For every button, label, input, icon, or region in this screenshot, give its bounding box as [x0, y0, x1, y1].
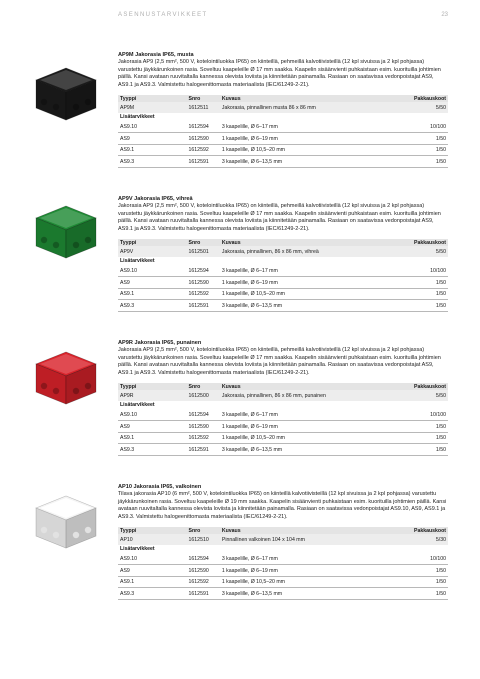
cell-desc: Pinnallinen valkoinen 104 x 104 mm	[220, 534, 382, 545]
cell-desc: Jakorasia, pinnallinen, 86 x 86 mm, punainen	[220, 390, 382, 401]
accessory-row	[118, 156, 448, 168]
column-header-type: Tyyppi	[118, 95, 187, 102]
cell-type: AS9.10	[118, 554, 187, 565]
column-header-desc: Kuvaus	[220, 239, 382, 246]
cell-pack: 1/50	[382, 421, 448, 433]
cell-pack: 1/50	[382, 565, 448, 577]
cell-type: AS9	[118, 277, 187, 289]
product-description: Jakorasia AP9 (2,5 mm², 500 V, kotelointiluokka IP65) on kiinteillä, pehmeillä kalvotiivisteillä (12 kpl sivuissa ja 2 kpl pohjassa) varustettu jäykkärunkoinen rasia. Soveltuu kaapeleille Ø 17 mm saakka. Kaapelin sisäänvienti puhkaistaan esim. kuorituilla johtimien päillä. Kansi avataan ruuvitaltalla kannessa olevista loviista ja kiinnitetään painamalla. Rasiaan on saatavissa vedonpoistajat AS9, AS9.1 ja AS9.3. Valmistettu halogeenittomasta materiaalista (IEC/61249-2-21).	[118, 203, 441, 232]
cell-desc: 1 kaapelille, Ø 10,5–20 mm	[220, 576, 382, 588]
accessories-section-row	[118, 401, 448, 410]
cell-sno: 1612591	[187, 156, 220, 168]
accessories-label: Lisätarvikkeet	[120, 546, 155, 553]
red-junction-box-image	[30, 342, 102, 414]
cell-sno: 1612592	[187, 576, 220, 588]
cell-type: AS9.3	[118, 156, 187, 168]
accessory-row	[118, 410, 448, 421]
accessories-label: Lisätarvikkeet	[120, 258, 155, 265]
cell-type: AP9M	[118, 102, 187, 113]
table-header-row	[118, 239, 448, 246]
cell-pack: 5/50	[382, 390, 448, 401]
spec-table	[118, 95, 448, 168]
cell-desc: 3 kaapelille, Ø 6–13,5 mm	[220, 444, 382, 456]
cell-sno: 1612510	[187, 534, 220, 545]
cell-type: AS9.10	[118, 266, 187, 277]
cell-sno: 1612591	[187, 444, 220, 456]
accessories-label: Lisätarvikkeet	[120, 402, 155, 409]
cell-pack: 1/50	[382, 588, 448, 600]
accessory-row	[118, 300, 448, 312]
cell-pack: 5/30	[382, 534, 448, 545]
product-title: AP10 Jakorasia IP65, valkoinen	[118, 484, 202, 490]
column-header-pack: Pakkauskoot	[382, 239, 448, 246]
product-description: Jakorasia AP9 (2,5 mm², 500 V, kotelointiluokka IP65) on kiinteillä, pehmeillä kalvotiivisteillä (12 kpl sivuissa ja 2 kpl pohjassa) varustettu jäykkärunkoinen rasia. Soveltuu kaapeleille Ø 17 mm saakka. Kaapelin sisäänvienti puhkaistaan esim. kuorituilla johtimien päillä. Kansi avataan ruuvitaltalla kannessa olevista loviista ja kiinnitetään painamalla. Rasiaan on saatavissa vedonpoistajat AS9, AS9.1 ja AS9.3. Valmistettu halogeenittomasta materiaalista (IEC/61249-2-21).	[118, 59, 441, 88]
accessory-row	[118, 288, 448, 300]
cell-type: AS9	[118, 565, 187, 577]
accessories-label: Lisätarvikkeet	[120, 114, 155, 121]
column-header-pack: Pakkauskoot	[382, 383, 448, 390]
cell-pack: 1/50	[382, 156, 448, 168]
product-body	[118, 484, 448, 600]
accessory-row	[118, 122, 448, 133]
cell-pack: 1/50	[382, 144, 448, 156]
cell-pack: 10/100	[382, 554, 448, 565]
cell-sno: 1612591	[187, 588, 220, 600]
cell-sno: 1612591	[187, 300, 220, 312]
cell-type: AS9.1	[118, 144, 187, 156]
spec-table	[118, 527, 448, 600]
column-header-sno: Snro	[187, 383, 220, 390]
accessory-row	[118, 277, 448, 289]
accessory-row	[118, 565, 448, 577]
accessory-row	[118, 421, 448, 433]
accessories-section-row	[118, 257, 448, 266]
cell-type: AS9.3	[118, 300, 187, 312]
product-body	[118, 340, 448, 456]
green-junction-box-image	[30, 196, 102, 268]
page-header	[118, 12, 448, 24]
column-header-desc: Kuvaus	[220, 383, 382, 390]
cell-desc: 3 kaapelille, Ø 6–17 mm	[220, 122, 382, 133]
main-product-row	[118, 246, 448, 257]
accessory-row	[118, 576, 448, 588]
cell-desc: 3 kaapelille, Ø 6–13,5 mm	[220, 300, 382, 312]
cell-type: AS9.1	[118, 288, 187, 300]
cell-pack: 1/50	[382, 300, 448, 312]
cell-desc: Jakorasia, pinnallinen musta 86 x 86 mm	[220, 102, 382, 113]
cell-type: AS9.3	[118, 588, 187, 600]
cell-desc: 3 kaapelille, Ø 6–17 mm	[220, 266, 382, 277]
cell-desc: 1 kaapelille, Ø 10,5–20 mm	[220, 144, 382, 156]
product-body	[118, 52, 448, 168]
cell-pack: 1/50	[382, 576, 448, 588]
accessories-section-row	[118, 113, 448, 122]
accessory-row	[118, 588, 448, 600]
table-header-row	[118, 527, 448, 534]
accessory-row	[118, 554, 448, 565]
cell-desc: 1 kaapelille, Ø 6–19 mm	[220, 277, 382, 289]
page-number: 23	[441, 12, 448, 18]
page-header-title: ASENNUSTARVIKKEET	[118, 12, 208, 18]
cell-pack: 1/50	[382, 444, 448, 456]
cell-sno: 1612511	[187, 102, 220, 113]
cell-type: AP9V	[118, 246, 187, 257]
column-header-type: Tyyppi	[118, 383, 187, 390]
accessories-section-row	[118, 545, 448, 554]
cell-type: AS9.3	[118, 444, 187, 456]
cell-type: AS9.10	[118, 122, 187, 133]
cell-sno: 1612590	[187, 133, 220, 145]
cell-pack: 10/100	[382, 266, 448, 277]
cell-desc: 3 kaapelille, Ø 6–13,5 mm	[220, 156, 382, 168]
cell-sno: 1612592	[187, 432, 220, 444]
product-description: Tilava jakorasia AP10 (6 mm², 500 V, kotelointiluokka IP65) on kiinteillä kalvotiivisteillä (12 kpl sivuissa ja 2 kpl pohjassa) varustettu jäykkärunkoinen rasia. Soveltuu kaapeleille Ø 19 mm saakka. Kaapelin sisäänvienti puhkaistaan esim. kuorituilla johtimien päillä. Kansi avataan ruuvitaltalla kannessa olevista loviista ja kiinnitetään painamalla. Rasiaan on saatavissa vedonpoistajat AS9.10, AS9, AS9.1 ja AS9.3. Valmistettu halogeenittomasta materiaalista (IEC/61249-2-21).	[118, 491, 447, 520]
black-junction-box-image	[30, 58, 102, 130]
cell-desc: Jakorasia, pinnallinen, 86 x 86 mm, vihreä	[220, 246, 382, 257]
accessory-row	[118, 432, 448, 444]
white-junction-box-image	[30, 486, 102, 558]
column-header-pack: Pakkauskoot	[382, 95, 448, 102]
cell-pack: 10/100	[382, 410, 448, 421]
cell-pack: 1/50	[382, 277, 448, 289]
cell-sno: 1612594	[187, 554, 220, 565]
cell-desc: 1 kaapelille, Ø 6–19 mm	[220, 565, 382, 577]
accessory-row	[118, 266, 448, 277]
cell-pack: 1/50	[382, 133, 448, 145]
main-product-row	[118, 102, 448, 113]
spec-table	[118, 383, 448, 456]
cell-desc: 3 kaapelille, Ø 6–17 mm	[220, 554, 382, 565]
cell-type: AS9	[118, 421, 187, 433]
cell-pack: 1/50	[382, 288, 448, 300]
product-title: AP9M Jakorasia IP65, musta	[118, 52, 194, 58]
cell-pack: 10/100	[382, 122, 448, 133]
cell-type: AS9.1	[118, 576, 187, 588]
cell-sno: 1612594	[187, 122, 220, 133]
cell-desc: 1 kaapelille, Ø 10,5–20 mm	[220, 288, 382, 300]
cell-desc: 1 kaapelille, Ø 10,5–20 mm	[220, 432, 382, 444]
accessory-row	[118, 133, 448, 145]
cell-pack: 5/50	[382, 246, 448, 257]
cell-pack: 1/50	[382, 432, 448, 444]
product-body	[118, 196, 448, 312]
cell-type: AP10	[118, 534, 187, 545]
cell-sno: 1612501	[187, 246, 220, 257]
cell-desc: 3 kaapelille, Ø 6–13,5 mm	[220, 588, 382, 600]
cell-type: AS9.10	[118, 410, 187, 421]
cell-pack: 5/50	[382, 102, 448, 113]
cell-desc: 3 kaapelille, Ø 6–17 mm	[220, 410, 382, 421]
main-product-row	[118, 390, 448, 401]
cell-desc: 1 kaapelille, Ø 6–19 mm	[220, 133, 382, 145]
cell-sno: 1612590	[187, 565, 220, 577]
table-header-row	[118, 383, 448, 390]
column-header-sno: Snro	[187, 239, 220, 246]
cell-type: AS9	[118, 133, 187, 145]
main-product-row	[118, 534, 448, 545]
product-title: AP9V Jakorasia IP65, vihreä	[118, 196, 193, 202]
cell-sno: 1612592	[187, 288, 220, 300]
accessory-row	[118, 144, 448, 156]
cell-type: AS9.1	[118, 432, 187, 444]
product-description: Jakorasia AP9 (2,5 mm², 500 V, kotelointiluokka IP65) on kiinteillä, pehmeillä kalvotiivisteillä (12 kpl sivuissa ja 2 kpl pohjassa) varustettu jäykkärunkoinen rasia. Soveltuu kaapeleille Ø 17 mm saakka. Kaapelin sisäänvienti puhkaistaan esim. kuorituilla johtimien päillä. Kansi avataan ruuvitaltalla kannessa olevista loviista ja kiinnitetään painamalla. Rasiaan on saatavissa vedonpoistajat AS9, AS9.1 ja AS9.3. Valmistettu halogeenittomasta materiaalista (IEC/61249-2-21).	[118, 347, 441, 376]
accessory-row	[118, 444, 448, 456]
cell-desc: 1 kaapelille, Ø 6–19 mm	[220, 421, 382, 433]
column-header-type: Tyyppi	[118, 239, 187, 246]
column-header-desc: Kuvaus	[220, 527, 382, 534]
column-header-pack: Pakkauskoot	[382, 527, 448, 534]
cell-sno: 1612590	[187, 421, 220, 433]
product-title: AP9R Jakorasia IP65, punainen	[118, 340, 202, 346]
cell-sno: 1612590	[187, 277, 220, 289]
cell-type: AP9R	[118, 390, 187, 401]
column-header-sno: Snro	[187, 527, 220, 534]
cell-sno: 1612594	[187, 410, 220, 421]
table-header-row	[118, 95, 448, 102]
cell-sno: 1612592	[187, 144, 220, 156]
column-header-type: Tyyppi	[118, 527, 187, 534]
cell-sno: 1612500	[187, 390, 220, 401]
cell-sno: 1612594	[187, 266, 220, 277]
spec-table	[118, 239, 448, 312]
column-header-sno: Snro	[187, 95, 220, 102]
column-header-desc: Kuvaus	[220, 95, 382, 102]
